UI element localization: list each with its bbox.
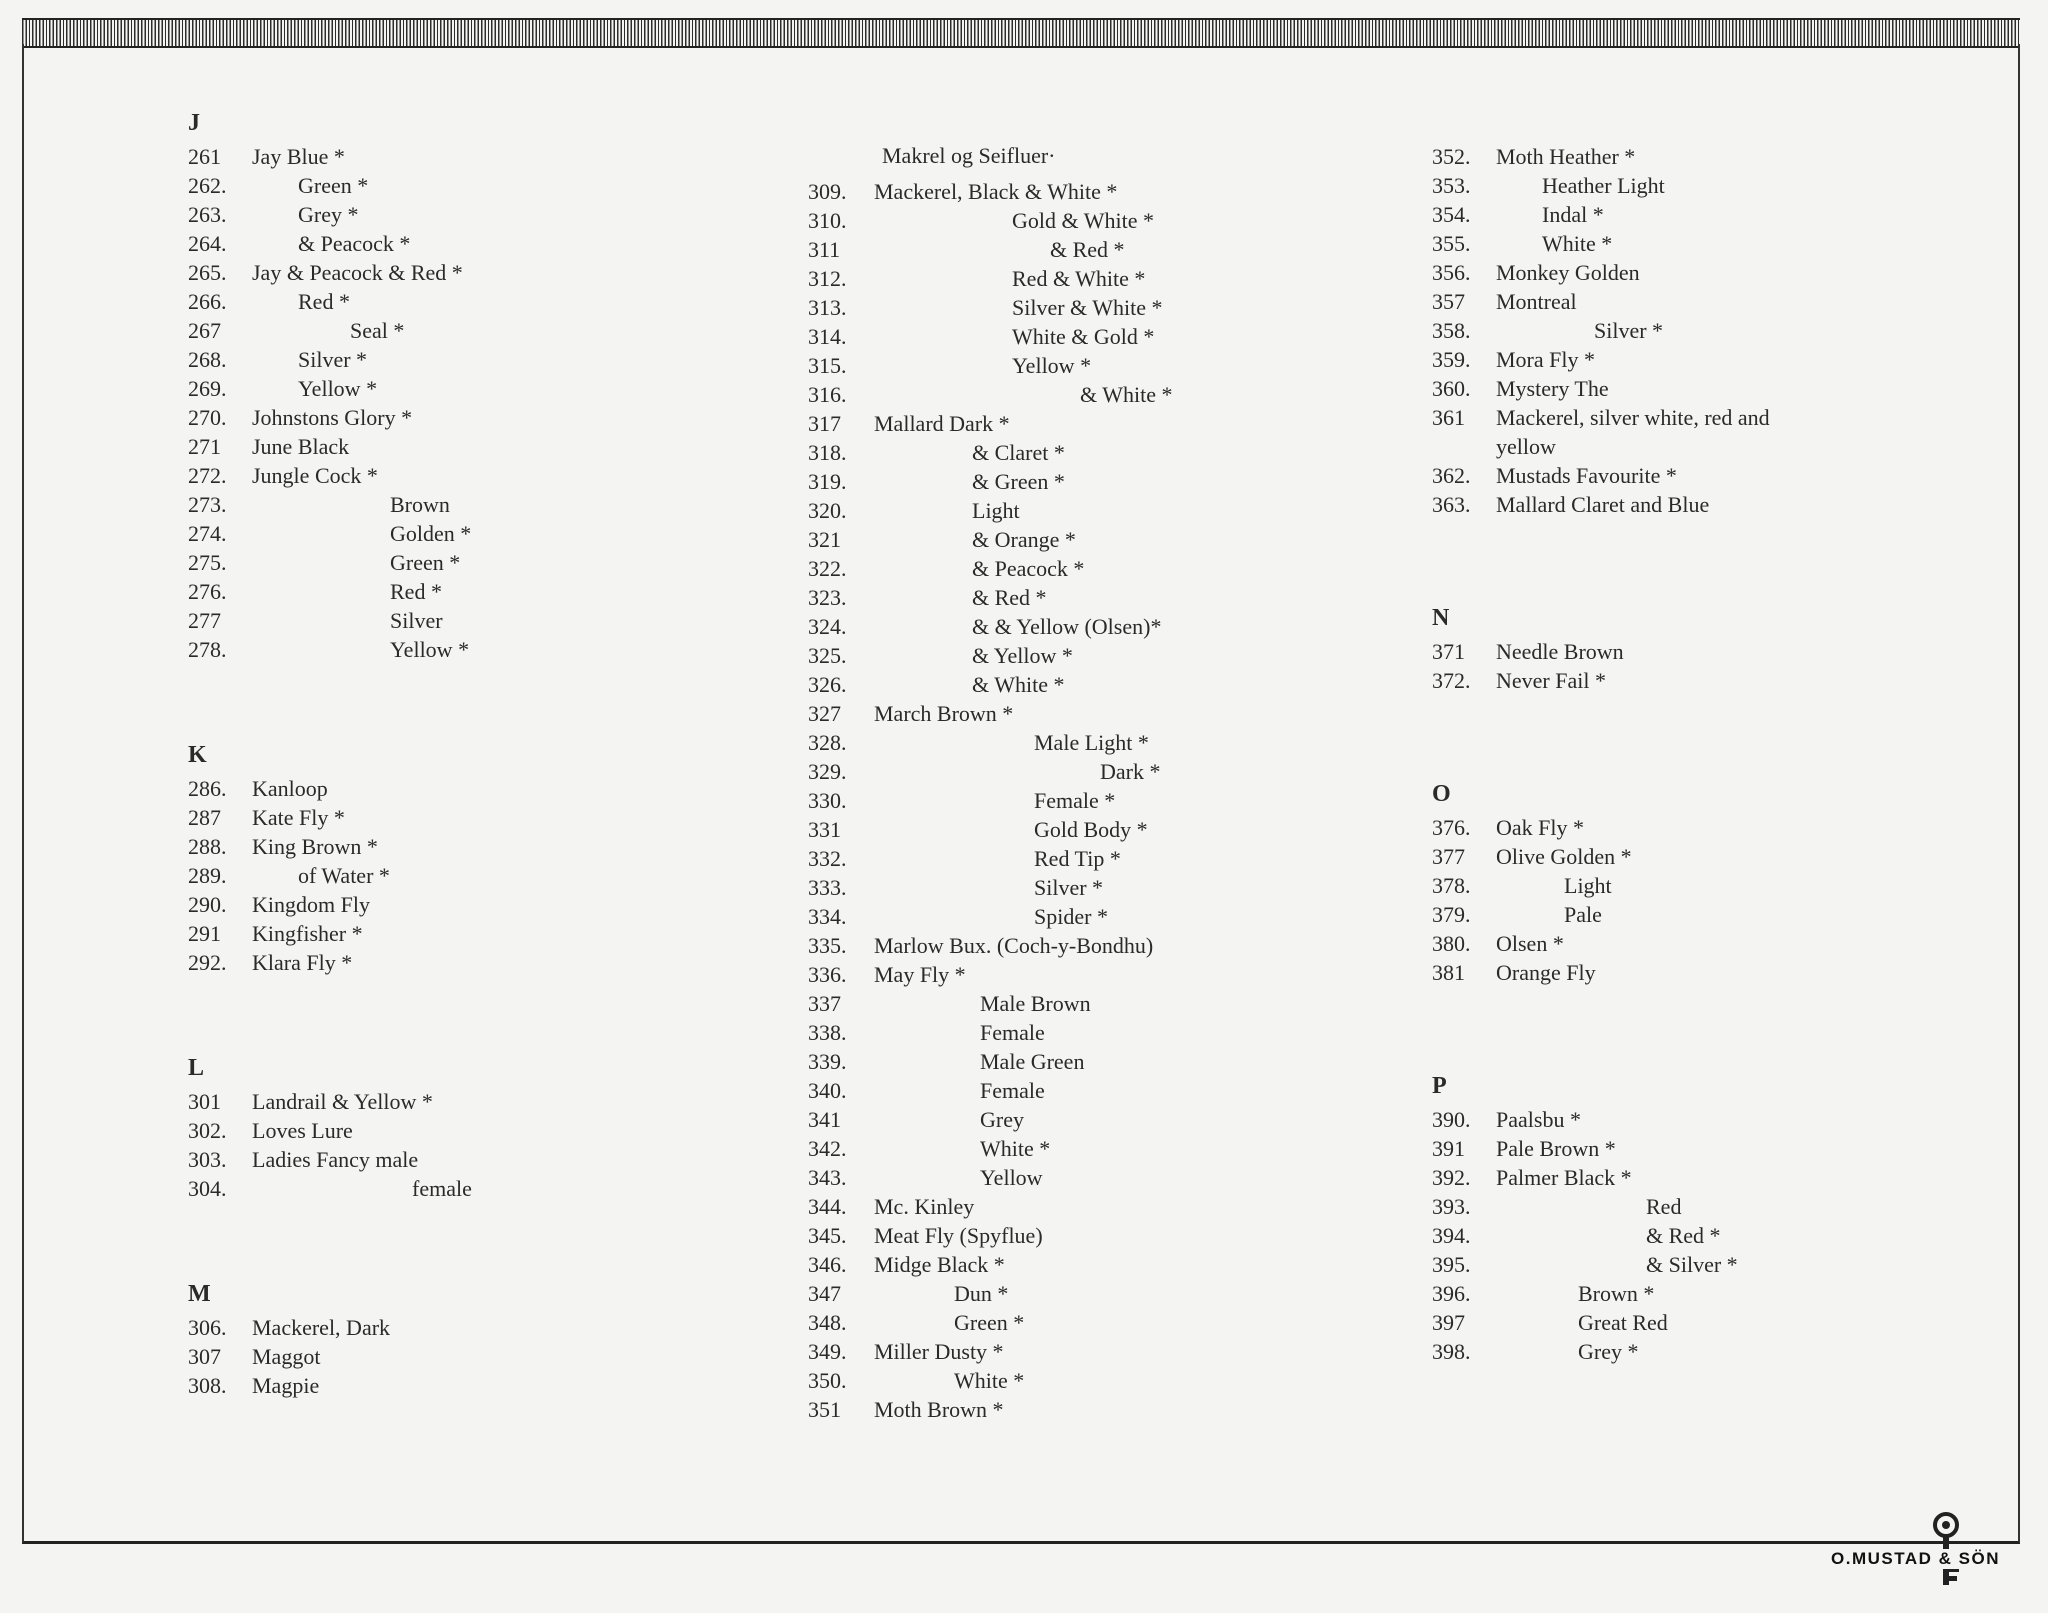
entry-number: 376. — [1432, 815, 1471, 840]
entry-number: 274. — [188, 521, 227, 546]
entry-number: 356. — [1432, 260, 1471, 285]
entry-number: 278. — [188, 637, 227, 662]
entry-number: 397 — [1432, 1310, 1465, 1335]
entry-number: 270. — [188, 405, 227, 430]
entry-name: Mc. Kinley — [874, 1194, 975, 1219]
entry-name: Male Light * — [1034, 730, 1149, 755]
entry-number: 337 — [808, 991, 841, 1016]
entry-name: Kingfisher * — [252, 921, 363, 946]
entry-number: 262. — [188, 173, 227, 198]
entry-name: June Black — [252, 434, 350, 459]
entry-number: 396. — [1432, 1281, 1471, 1306]
entry-number: 349. — [808, 1339, 847, 1364]
entry-name: March Brown * — [874, 701, 1014, 726]
entry-name: Female — [980, 1078, 1045, 1103]
section-letter: P — [1432, 1073, 1447, 1099]
column-title: Makrel og Seifluer· — [882, 143, 1056, 168]
entry-number: 320. — [808, 498, 847, 523]
entry-name: Never Fail * — [1496, 668, 1606, 693]
entry-number: 308. — [188, 1373, 227, 1398]
entry-name: Kingdom Fly — [252, 892, 370, 917]
entry-name: Yellow * — [1012, 353, 1092, 378]
entry-number: 287 — [188, 805, 221, 830]
entry-number: 264. — [188, 231, 227, 256]
section-letter: J — [188, 110, 200, 136]
entry-number: 351 — [808, 1397, 841, 1422]
entry-number: 371 — [1432, 639, 1465, 664]
entry-name: Landrail & Yellow * — [252, 1089, 433, 1114]
entry-name: Kate Fly * — [252, 805, 345, 830]
entry-number: 341 — [808, 1107, 841, 1132]
entry-name: Spider * — [1034, 904, 1108, 929]
entry-number: 318. — [808, 440, 847, 465]
entry-name: Yellow — [980, 1165, 1043, 1190]
entry-number: 358. — [1432, 318, 1471, 343]
entry-name: Needle Brown — [1496, 639, 1624, 664]
entry-number: 275. — [188, 550, 227, 575]
entry-name: & & Yellow (Olsen)* — [972, 614, 1162, 639]
entry-number: 321 — [808, 527, 841, 552]
entry-number: 315. — [808, 353, 847, 378]
entry-number: 311 — [808, 237, 841, 262]
entry-number: 319. — [808, 469, 847, 494]
entry-name: Great Red — [1578, 1310, 1668, 1335]
entry-name: Green * — [298, 173, 369, 198]
entry-number: 335. — [808, 933, 847, 958]
entry-number: 323. — [808, 585, 847, 610]
entry-number: 268. — [188, 347, 227, 372]
entry-number: 265. — [188, 260, 227, 285]
entry-number: 267 — [188, 318, 221, 343]
entry-name: Meat Fly (Spyflue) — [874, 1223, 1043, 1248]
entry-name: Johnstons Glory * — [252, 405, 413, 430]
entry-name: White * — [1542, 231, 1613, 256]
entry-name: Yellow * — [390, 637, 470, 662]
entry-number: 394. — [1432, 1223, 1471, 1248]
entry-name: & Claret * — [972, 440, 1065, 465]
entry-number: 380. — [1432, 931, 1471, 956]
entry-name: Kanloop — [252, 776, 328, 801]
publisher-brand: O.MUSTAD & SÖN — [1823, 1549, 2008, 1569]
entry-name: Seal * — [350, 318, 405, 343]
entry-name: Red Tip * — [1034, 846, 1121, 871]
entry-name: Mackerel, Dark — [252, 1315, 391, 1340]
entry-name: Green * — [390, 550, 461, 575]
entry-number: 331 — [808, 817, 841, 842]
entry-number: 377 — [1432, 844, 1465, 869]
entry-name: Mustads Favourite * — [1496, 463, 1677, 488]
entry-number: 289. — [188, 863, 227, 888]
entry-number: 272. — [188, 463, 227, 488]
entry-name: White & Gold * — [1012, 324, 1155, 349]
entry-number: 339. — [808, 1049, 847, 1074]
entry-number: 353. — [1432, 173, 1471, 198]
entry-number: 330. — [808, 788, 847, 813]
entry-name: Dark * — [1100, 759, 1161, 784]
entry-name: & Peacock * — [972, 556, 1085, 581]
entry-number: 340. — [808, 1078, 847, 1103]
entry-name: Mallard Dark * — [874, 411, 1010, 436]
entry-number: 291 — [188, 921, 221, 946]
entry-name: Pale — [1564, 902, 1602, 927]
entry-number: 303. — [188, 1147, 227, 1172]
entry-number: 302. — [188, 1118, 227, 1143]
entry-name: Paalsbu * — [1496, 1107, 1581, 1132]
entry-name: Brown — [390, 492, 450, 517]
entry-name: & Green * — [972, 469, 1065, 494]
entry-name: Gold & White * — [1012, 208, 1154, 233]
entry-number: 333. — [808, 875, 847, 900]
entry-name: yellow — [1496, 434, 1556, 459]
entry-name: Mystery The — [1496, 376, 1609, 401]
entry-number: 391 — [1432, 1136, 1465, 1161]
entry-name: Klara Fly * — [252, 950, 353, 975]
entry-number: 288. — [188, 834, 227, 859]
entry-name: Mallard Claret and Blue — [1496, 492, 1710, 517]
entry-name: Jay & Peacock & Red * — [252, 260, 463, 285]
entry-name: May Fly * — [874, 962, 966, 987]
entry-name: Grey — [980, 1107, 1024, 1132]
entry-number: 316. — [808, 382, 847, 407]
entry-number: 271 — [188, 434, 221, 459]
entry-number: 390. — [1432, 1107, 1471, 1132]
entry-number: 326. — [808, 672, 847, 697]
entry-number: 269. — [188, 376, 227, 401]
entry-name: Red — [1646, 1194, 1682, 1219]
entry-name: Female — [980, 1020, 1045, 1045]
entry-name: Light — [1564, 873, 1612, 898]
entry-number: 304. — [188, 1176, 227, 1201]
entry-name: Pale Brown * — [1496, 1136, 1616, 1161]
entry-number: 350. — [808, 1368, 847, 1393]
entry-name: Mora Fly * — [1496, 347, 1595, 372]
entry-name: Mackerel, silver white, red and — [1496, 405, 1770, 430]
entry-number: 276. — [188, 579, 227, 604]
entry-name: King Brown * — [252, 834, 378, 859]
entry-number: 309. — [808, 179, 847, 204]
entry-name: Moth Brown * — [874, 1397, 1004, 1422]
section-letter: O — [1432, 781, 1451, 807]
entry-name: Silver * — [1594, 318, 1664, 343]
entry-number: 307 — [188, 1344, 221, 1369]
entry-name: Magpie — [252, 1373, 320, 1398]
entry-name: Silver * — [1034, 875, 1104, 900]
entry-number: 345. — [808, 1223, 847, 1248]
entry-name: Oak Fly * — [1496, 815, 1584, 840]
entry-name: Male Brown — [980, 991, 1091, 1016]
entry-number: 266. — [188, 289, 227, 314]
entry-number: 395. — [1432, 1252, 1471, 1277]
entry-name: Dun * — [954, 1281, 1009, 1306]
entry-name: Silver & White * — [1012, 295, 1163, 320]
entry-number: 352. — [1432, 144, 1471, 169]
entry-name: Olsen * — [1496, 931, 1564, 956]
entry-number: 286. — [188, 776, 227, 801]
entry-name: Midge Black * — [874, 1252, 1005, 1277]
section-letter: N — [1432, 605, 1450, 631]
entry-name: Mackerel, Black & White * — [874, 179, 1118, 204]
entry-number: 379. — [1432, 902, 1471, 927]
entry-name: & White * — [1080, 382, 1173, 407]
entry-name: Red & White * — [1012, 266, 1146, 291]
entry-number: 292. — [188, 950, 227, 975]
entry-number: 344. — [808, 1194, 847, 1219]
entry-number: 361 — [1432, 405, 1465, 430]
entry-name: Montreal — [1496, 289, 1577, 314]
entry-name: Ladies Fancy male — [252, 1147, 419, 1172]
entry-number: 273. — [188, 492, 227, 517]
entry-name: White * — [954, 1368, 1025, 1393]
entry-number: 342. — [808, 1136, 847, 1161]
entry-number: 263. — [188, 202, 227, 227]
entry-name: Miller Dusty * — [874, 1339, 1004, 1364]
entry-number: 336. — [808, 962, 847, 987]
entry-name: Silver — [390, 608, 443, 633]
entry-number: 359. — [1432, 347, 1471, 372]
entry-name: Golden * — [390, 521, 472, 546]
entry-name: Red * — [298, 289, 350, 314]
entry-number: 348. — [808, 1310, 847, 1335]
entry-number: 372. — [1432, 668, 1471, 693]
entry-number: 277 — [188, 608, 221, 633]
entry-name: Olive Golden * — [1496, 844, 1632, 869]
entry-name: & Red * — [1646, 1223, 1721, 1248]
entry-number: 355. — [1432, 231, 1471, 256]
entry-name: Male Green — [980, 1049, 1085, 1074]
entry-name: Monkey Golden — [1496, 260, 1640, 285]
entry-number: 334. — [808, 904, 847, 929]
entry-name: & Red * — [1050, 237, 1125, 262]
entry-name: Jay Blue * — [252, 144, 345, 169]
entry-name: Orange Fly — [1496, 960, 1596, 985]
entry-number: 362. — [1432, 463, 1471, 488]
entry-number: 360. — [1432, 376, 1471, 401]
entry-number: 312. — [808, 266, 847, 291]
entry-number: 313. — [808, 295, 847, 320]
entry-name: Grey * — [1578, 1339, 1639, 1364]
entry-name: Loves Lure — [252, 1118, 353, 1143]
entry-name: Red * — [390, 579, 442, 604]
entry-name: Palmer Black * — [1496, 1165, 1632, 1190]
entry-number: 325. — [808, 643, 847, 668]
entry-number: 290. — [188, 892, 227, 917]
entry-number: 338. — [808, 1020, 847, 1045]
entry-number: 310. — [808, 208, 847, 233]
entry-number: 314. — [808, 324, 847, 349]
entry-number: 378. — [1432, 873, 1471, 898]
entry-number: 357 — [1432, 289, 1465, 314]
entry-name: & Orange * — [972, 527, 1076, 552]
entry-name: Green * — [954, 1310, 1025, 1335]
entry-name: Moth Heather * — [1496, 144, 1636, 169]
entry-name: White * — [980, 1136, 1051, 1161]
entry-name: female — [412, 1176, 472, 1201]
entry-number: 324. — [808, 614, 847, 639]
entry-name: Maggot — [252, 1344, 321, 1369]
entry-name: Yellow * — [298, 376, 378, 401]
entry-name: Indal * — [1542, 202, 1604, 227]
entry-number: 322. — [808, 556, 847, 581]
entry-name: of Water * — [298, 863, 390, 888]
entry-number: 346. — [808, 1252, 847, 1277]
entry-name: & Silver * — [1646, 1252, 1738, 1277]
entry-number: 301 — [188, 1089, 221, 1114]
entry-number: 327 — [808, 701, 841, 726]
entry-name: Brown * — [1578, 1281, 1655, 1306]
entry-name: Marlow Bux. (Coch-y-Bondhu) — [874, 933, 1154, 958]
entry-number: 306. — [188, 1315, 227, 1340]
entry-number: 261 — [188, 144, 221, 169]
entry-number: 393. — [1432, 1194, 1471, 1219]
entry-number: 329. — [808, 759, 847, 784]
entry-number: 347 — [808, 1281, 841, 1306]
section-letter: L — [188, 1055, 205, 1081]
entry-number: 354. — [1432, 202, 1471, 227]
entry-name: Jungle Cock * — [252, 463, 378, 488]
entry-number: 363. — [1432, 492, 1471, 517]
entry-number: 332. — [808, 846, 847, 871]
entry-name: & White * — [972, 672, 1065, 697]
entry-name: Light — [972, 498, 1020, 523]
entry-number: 317 — [808, 411, 841, 436]
entry-name: Heather Light — [1542, 173, 1665, 198]
section-letter: K — [188, 742, 207, 768]
entry-number: 328. — [808, 730, 847, 755]
entry-name: & Peacock * — [298, 231, 411, 256]
entry-name: Female * — [1034, 788, 1116, 813]
entry-name: & Yellow * — [972, 643, 1073, 668]
entry-number: 381 — [1432, 960, 1465, 985]
section-letter: M — [188, 1281, 211, 1307]
entry-name: Grey * — [298, 202, 359, 227]
entry-number: 392. — [1432, 1165, 1471, 1190]
entry-name: & Red * — [972, 585, 1047, 610]
entry-number: 343. — [808, 1165, 847, 1190]
entry-name: Silver * — [298, 347, 368, 372]
entry-number: 398. — [1432, 1339, 1471, 1364]
entry-name: Gold Body * — [1034, 817, 1148, 842]
